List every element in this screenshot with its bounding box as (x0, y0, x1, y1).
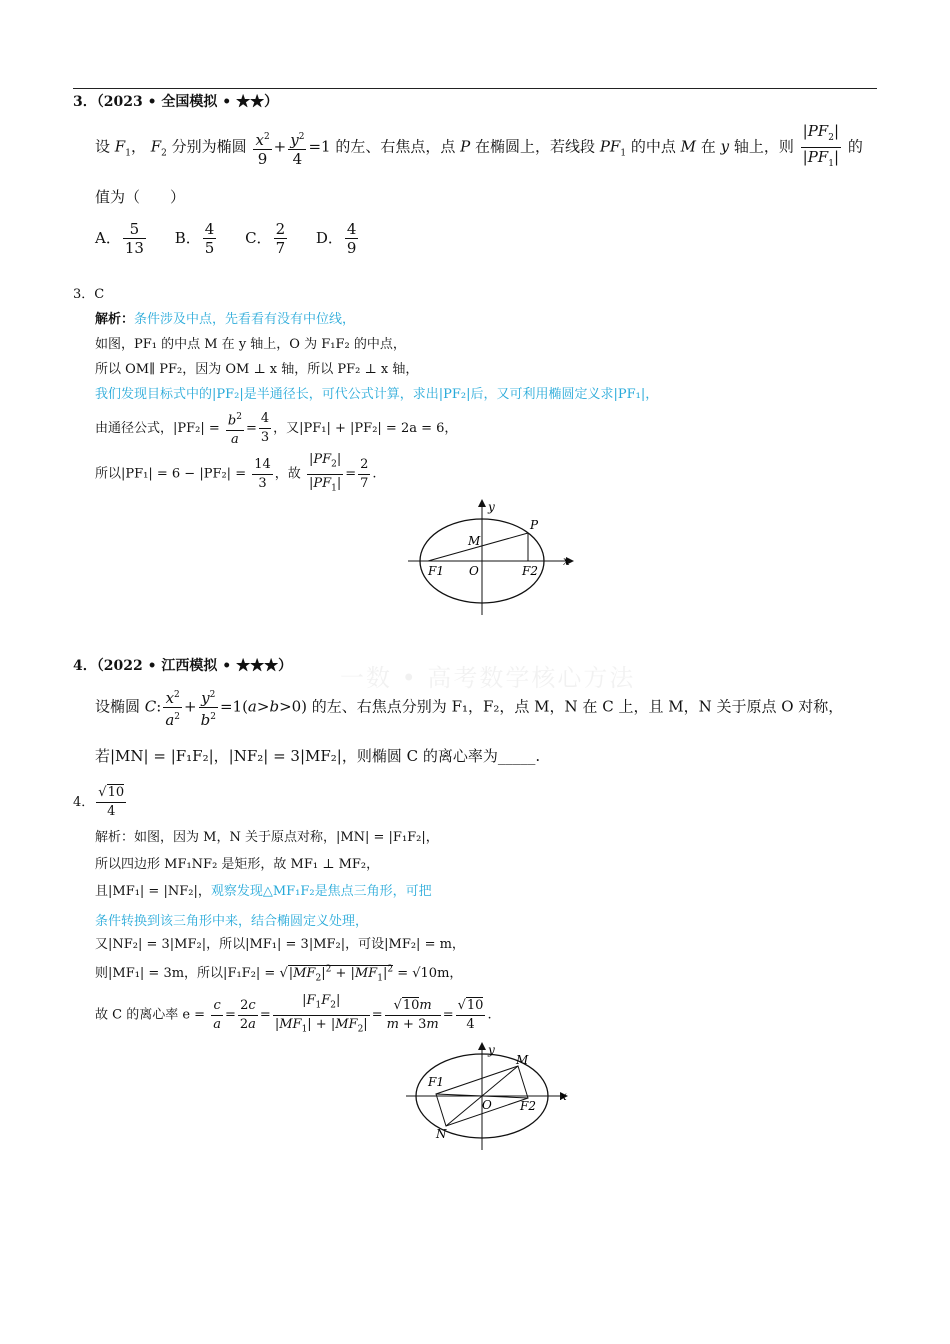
q3-line3: 由通径公式，|PF₂| = $\frac{b^2}{a}$ = $\frac{4}{3}$ ，又|PF₁| + |PF₂| = 2a = 6， (95, 408, 457, 449)
label-f1: F1 (428, 564, 444, 578)
q3-line4: 所以|PF₁| = 6 − |PF₂| = $\frac{14}{3}$ ，故 $\frac{|PF_2|}{|PF_1|}$ = $\frac{2}{7}$ . (95, 452, 377, 494)
q3-header: 3．（2023 • 全国模拟 • ★★） (73, 94, 279, 110)
label-f2: F2 (520, 1099, 536, 1113)
q4-line1: 解析：如图，因为 M，N 关于原点对称，|MN| = |F₁F₂|， (95, 830, 439, 845)
q4-line2: 所以四边形 MF₁NF₂ 是矩形，故 MF₁ ⊥ MF₂， (95, 857, 380, 872)
option-a: A． $\frac{5}{13}$ (95, 220, 144, 257)
top-rule (73, 88, 877, 89)
q4-stem-line2: 若|MN| = |F₁F₂|，|NF₂| = 3|MF₂|，则椭圆 C 的离心率为_____. (95, 747, 541, 765)
q3-options (95, 220, 360, 257)
label-n: N (436, 1127, 447, 1141)
q3-hint2: 我们发现目标式中的|PF₂|是半通径长，可代公式计算，求出|PF₂|后，又可利用椭圆定义求|PF₁|， (95, 387, 659, 402)
q3-answer: 3．C (73, 287, 105, 302)
q4-line6: 故 C 的离心率 e = $\frac{c}{a}$ = $\frac{2c}{2a}$ = $\frac{|F_1F_2|}{|MF_1| + |MF_2|}$ = $\frac{√10m}{m + 3m}$ = $\frac{√10}{4}$ . (95, 993, 492, 1035)
label-o: O (469, 564, 479, 578)
q3-line1: 如图，PF₁ 的中点 M 在 y 轴上，O 为 F₁F₂ 的中点， (95, 337, 406, 352)
q3-stem: 设 $F_1$， $F_2$ 分别为椭圆 $\frac{x^2}{9}$ + $\frac{y^2}{4}$ =1 的左、右焦点，点 P 在椭圆上，若线段 $PF_1$ 的中点 M 在 y 轴上，则 $\frac{|PF_2|}{|PF_1|}$ 的 (95, 122, 863, 169)
label-x: x (563, 554, 570, 568)
q3-line2: 所以 OM∥ PF₂，因为 OM ⊥ x 轴，所以 PF₂ ⊥ x 轴， (95, 362, 419, 377)
label-y: y (488, 500, 495, 514)
option-d: D． $\frac{4}{9}$ (315, 220, 357, 257)
option-c: C． $\frac{2}{7}$ (245, 220, 286, 257)
q4-line3-row: 且|MF₁| = |NF₂|，观察发现△MF₁F₂是焦点三角形，可把 (95, 884, 432, 899)
q4-line4: 又|NF₂| = 3|MF₂|，所以|MF₁| = 3|MF₂|，可设|MF₂| = m， (95, 937, 465, 952)
label-m: M (516, 1053, 529, 1067)
watermark: 一数 • 高考数学核心方法 (340, 664, 636, 692)
q4-hint2: 条件转换到该三角形中来，结合椭圆定义处理， (95, 914, 369, 929)
label-p: P (530, 518, 539, 532)
option-b: B． $\frac{4}{5}$ (174, 220, 215, 257)
q4-header: 4．（2022 • 江西模拟 • ★★★） (73, 658, 293, 674)
label-f1: F1 (428, 1075, 444, 1089)
ellipse-figure-2 (400, 1038, 580, 1158)
label-x: x (560, 1089, 567, 1103)
y-axis-arrow (478, 1042, 486, 1050)
label-y: y (488, 1043, 495, 1057)
label-m: M (468, 534, 481, 548)
q3-hint1-row: 解析：条件涉及中点，先看看有没有中位线， (95, 312, 356, 327)
label-o: O (482, 1098, 492, 1112)
q4-line5: 则|MF₁| = 3m，所以$|F_1F_2| = √|MF_2|^2 + |MF_1|^2 = √10m$， (95, 964, 463, 984)
y-axis-arrow (478, 499, 486, 507)
q4-answer: 4． $\frac{√10}{4}$ (73, 785, 125, 819)
label-f2: F2 (522, 564, 538, 578)
q4-stem: 设椭圆 C: $\frac{x^2}{a^2}$ + $\frac{y^2}{b^2}$ =1(a>b>0) 的左、右焦点分别为 F₁，F₂，点 M，N 在 C 上，且 M，N 关于原点 O 对称， (95, 686, 843, 729)
ellipse-figure-1 (400, 495, 580, 620)
q3-stem-line2: 值为（ ） (95, 188, 186, 206)
